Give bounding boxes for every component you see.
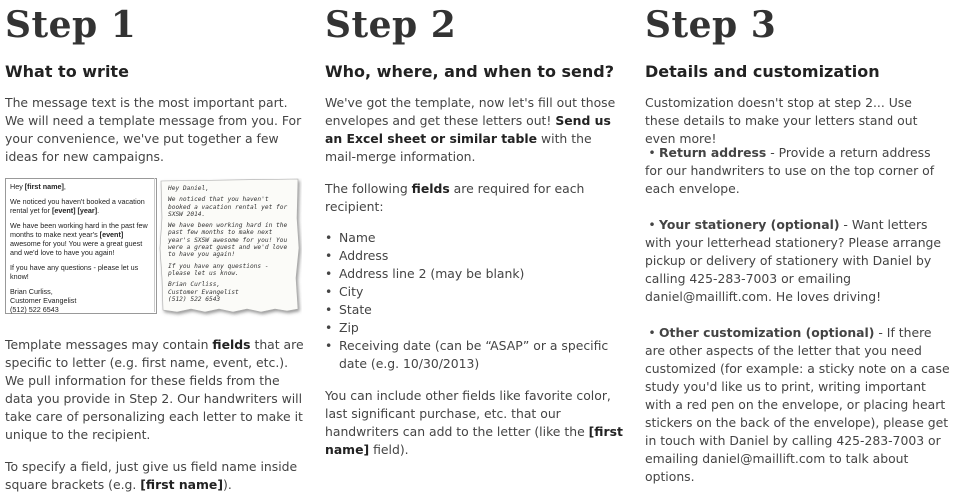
step-1-fields-paragraph: Template messages may contain fields that are specific to letter (e.g. first name, event, etc.). We pull information for these fields from the data you provide in Step 2. Our handwriters will take care of personalizing each letter to make it unique to the recipient. (5, 337, 304, 442)
step-1-field-syntax-paragraph: To specify a field, just give us field name inside square brackets (e.g. [first name]). (5, 459, 298, 492)
list-item: • Address (325, 247, 625, 265)
step-2-fields-intro: The following fields are required for each recipient: (325, 181, 585, 214)
list-item: • City (325, 283, 625, 301)
other-customization-item: • Other customization (optional) - If there are other aspects of the letter that you need customized (for example: a sticky note on a case study you'd like us to print, writing important with a red pen on the envelope, or placing heart stickers on the back of the envelope), please get in touch with Daniel by calling 425-283-7003 or emailing daniel@maillift.com to talk about options. (645, 325, 950, 484)
list-item: • Address line 2 (may be blank) (325, 265, 625, 283)
list-item: • Receiving date (can be “ASAP” or a specific date (e.g. 10/30/2013) (325, 337, 625, 373)
step-1-subheading: What to write (5, 62, 129, 81)
letter-example-image (5, 178, 302, 318)
step-2-outro: You can include other fields like favorite color, last significant purchase, etc. that our handwriters can add to the letter (like the [first name] field). (325, 388, 623, 457)
list-item: • Zip (325, 319, 625, 337)
handwritten-letter-text: Hey Daniel, We noticed that you haven't booked a vacation rental yet for SXSW 2014. We have been working hard in the past few months to make next year's SXSW awesome for you! You were a great guest and we'd love to have you again! If you have any questions - please let us know. Brian Curliss, Customer Evangelist (512) 522 6543 (168, 185, 288, 303)
list-item: • State (325, 301, 625, 319)
step-2-intro: We've got the template, now let's fill out those envelopes and get these letters out! Send us an Excel sheet or similar table with the mail-merge information. (325, 95, 616, 164)
stationery-item: • Your stationery (optional) - Want letters with your letterhead stationery? Please arrange pickup or delivery of stationery with Daniel by calling 425-283-7003 or emailing daniel@maillift.com. He loves driving! (645, 217, 942, 304)
step-2-heading: Step 2 (325, 4, 457, 46)
step-3-heading: Step 3 (645, 4, 777, 46)
list-item: • Name (325, 229, 625, 247)
typed-template-text: Hey [first name], We noticed you haven't booked a vacation rental yet for [event] [year]. We have been working hard in the past few months to make next year's [event] awesome for you! You were a great guest and we'd love to have you again! If you have any questions - please let us know! Brian Curliss, Customer Evangelist (512) 522 6543 (10, 182, 148, 314)
step-3-intro: Customization doesn't stop at step 2... Use these details to make your letters stand out even more! (645, 95, 918, 146)
step-1-heading: Step 1 (5, 4, 137, 46)
step-2-subheading: Who, where, and when to send? (325, 62, 614, 81)
required-fields-list (325, 229, 625, 373)
letter-divider (154, 178, 155, 312)
step-1-intro: The message text is the most important part. We will need a template message from you. For your convenience, we've put together a few ideas for new campaigns. (5, 95, 302, 164)
return-address-item: • Return address - Provide a return address for our handwriters to use on the top corner of each envelope. (645, 145, 935, 196)
step-3-subheading: Details and customization (645, 62, 880, 81)
